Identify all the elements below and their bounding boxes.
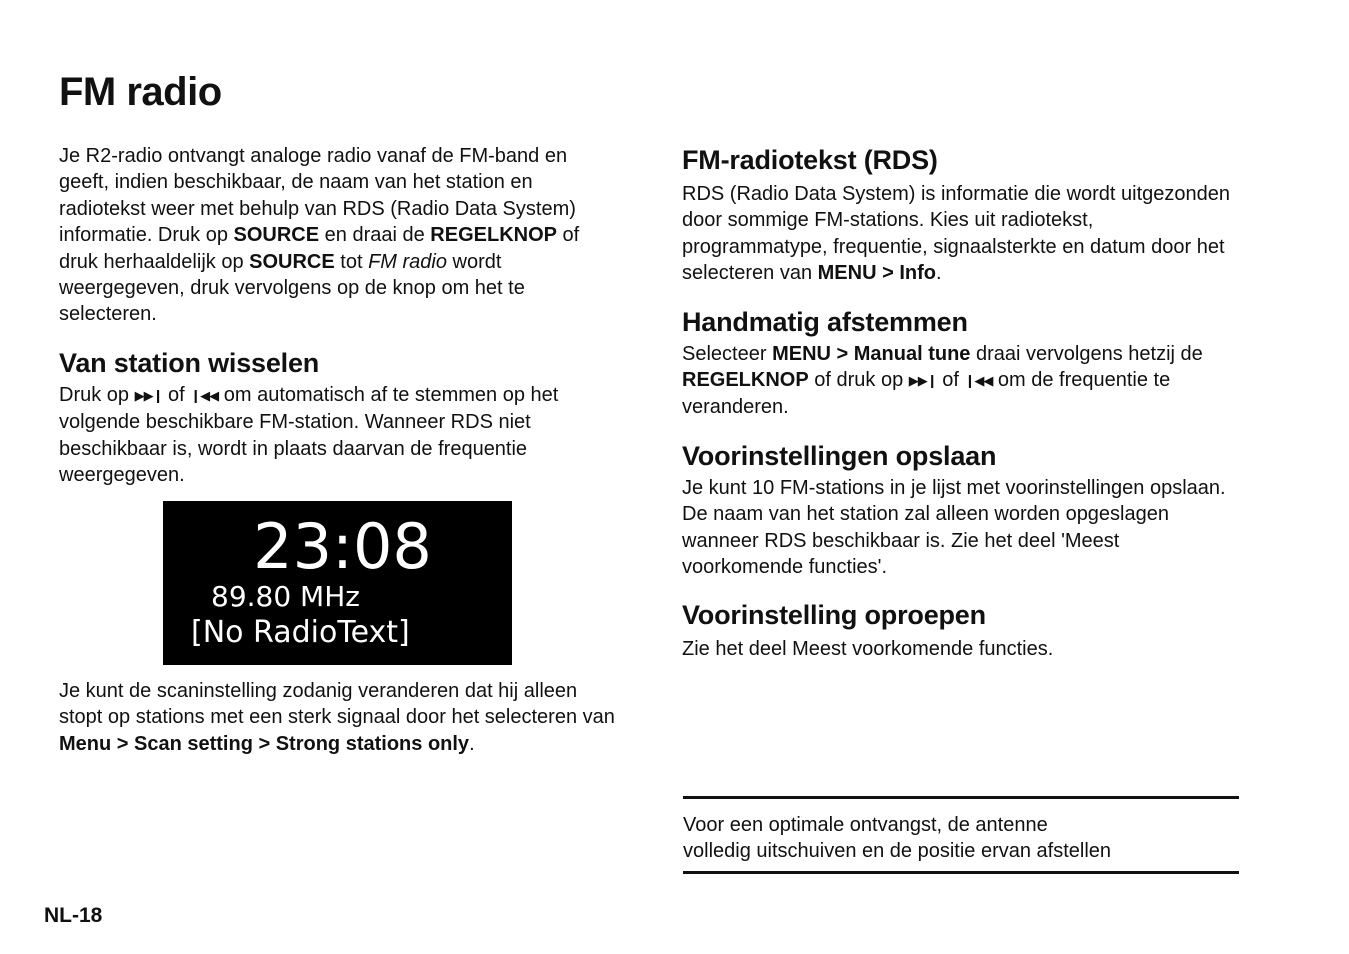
- scan-block: [59, 678, 619, 757]
- antenna-tip-text: Voor een optimale ontvangst, de antenne volledig uitschuiven en de positie ervan afstellen: [683, 814, 1112, 863]
- heading-voorinstelling-oproepen: Voorinstelling oproepen: [682, 600, 986, 631]
- recall-preset-paragraph: Zie het deel Meest voorkomende functies.: [682, 638, 1054, 661]
- radio-display: [163, 501, 512, 665]
- heading-handmatig-afstemmen: Handmatig afstemmen: [682, 306, 968, 337]
- rds-paragraph: RDS (Radio Data System) is informatie die wordt uitgezonden door sommige FM-stations. Kies uit radiotekst, programmatype, frequentie, signaalsterkte en datum door het selecteren van MENU > Info.: [682, 183, 1231, 285]
- skip-back-icon: ❙◀◀: [190, 387, 219, 403]
- display-frequency: 89.80 MHz: [211, 580, 360, 613]
- heading-van-station-wisselen: Van station wisselen: [59, 347, 320, 378]
- right-column: [682, 143, 1242, 663]
- save-presets-paragraph: Je kunt 10 FM-stations in je lijst met voorinstellingen opslaan. De naam van het station zal alleen worden opgeslagen wanneer RDS beschikbaar is. Zie het deel 'Meest voorkomende functies'.: [682, 476, 1226, 579]
- station-paragraph: Druk op ▶▶❙ of ❙◀◀ om automatisch af te stemmen op het volgende beschikbare FM-station. Wanneer RDS niet beschikbaar is, wordt in plaats daarvan de frequentie weergegeven.: [59, 383, 559, 487]
- left-column: [59, 143, 619, 488]
- manual-tune-paragraph: Selecteer MENU > Manual tune draai vervolgens hetzij de REGELKNOP of druk op ▶▶❙ of ❙◀◀ om de frequentie te veranderen.: [682, 342, 1203, 419]
- skip-forward-icon: ▶▶❙: [908, 373, 937, 389]
- intro-paragraph: Je R2-radio ontvangt analoge radio vanaf de FM-band en geeft, indien beschikbaar, de naam van het station en radiotekst weer met behulp van RDS (Radio Data System) informatie. Druk op SOURCE en draai de REGELKNOP of druk herhaaldelijk op SOURCE tot FM radio wordt weergegeven, druk vervolgens op de knop om het te selecteren.: [59, 145, 580, 326]
- skip-back-icon: ❙◀◀: [964, 373, 993, 389]
- page-number: NL-18: [44, 904, 103, 927]
- scan-paragraph: Je kunt de scaninstelling zodanig veranderen dat hij alleen stopt op stations met een sterk signaal door het selecteren van Menu > Scan setting > Strong stations only.: [59, 680, 615, 755]
- antenna-tip-box: [683, 796, 1239, 874]
- display-radiotext: [No RadioText]: [191, 615, 410, 650]
- display-clock: 23:08: [253, 510, 432, 583]
- heading-voorinstellingen-opslaan: Voorinstellingen opslaan: [682, 440, 997, 471]
- page-title: FM radio: [59, 70, 222, 114]
- skip-forward-icon: ▶▶❙: [134, 387, 163, 403]
- heading-fm-radiotekst: FM-radiotekst (RDS): [682, 145, 938, 175]
